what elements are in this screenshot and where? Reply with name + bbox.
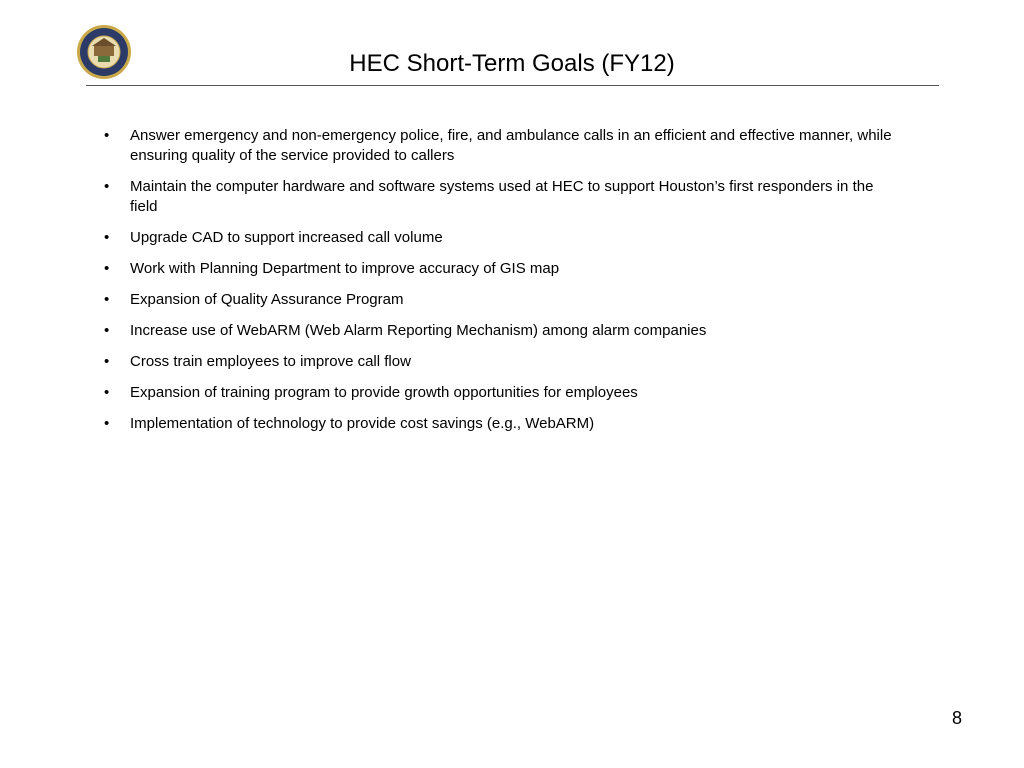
goals-bullet-list [104, 126, 904, 445]
list-item [104, 177, 904, 217]
list-item [104, 414, 904, 434]
page-number: 8 [951, 708, 962, 728]
bullet-icon: • [104, 384, 110, 401]
bullet-text: Cross train employees to improve call flow [130, 353, 411, 370]
bullet-text: Implementation of technology to provide cost savings (e.g., WebARM) [130, 415, 595, 432]
bullet-icon: • [104, 353, 110, 370]
bullet-icon: • [104, 229, 110, 246]
bullet-icon: • [104, 291, 110, 308]
list-item [104, 352, 904, 372]
bullet-text: Answer emergency and non-emergency police, fire, and ambulance calls in an efficient and effective manner, while ensuring quality of the service provided to callers [130, 127, 892, 164]
bullet-text: Maintain the computer hardware and software systems used at HEC to support Houston’s first responders in the field [130, 178, 874, 215]
bullet-text: Expansion of training program to provide growth opportunities for employees [130, 384, 638, 401]
bullet-icon: • [104, 415, 110, 432]
bullet-icon: • [104, 322, 110, 339]
title-divider [86, 85, 939, 86]
bullet-icon: • [104, 260, 110, 277]
bullet-icon: • [104, 178, 110, 195]
bullet-text: Upgrade CAD to support increased call volume [130, 229, 443, 246]
list-item [104, 126, 904, 166]
list-item [104, 321, 904, 341]
bullet-text: Increase use of WebARM (Web Alarm Reporting Mechanism) among alarm companies [130, 322, 707, 339]
bullet-text: Expansion of Quality Assurance Program [130, 291, 404, 308]
slide-title: HEC Short-Term Goals (FY12) [349, 50, 675, 77]
list-item [104, 290, 904, 310]
list-item [104, 259, 904, 279]
list-item [104, 383, 904, 403]
bullet-icon: • [104, 127, 110, 144]
bullet-text: Work with Planning Department to improve accuracy of GIS map [130, 260, 560, 277]
list-item [104, 228, 904, 248]
